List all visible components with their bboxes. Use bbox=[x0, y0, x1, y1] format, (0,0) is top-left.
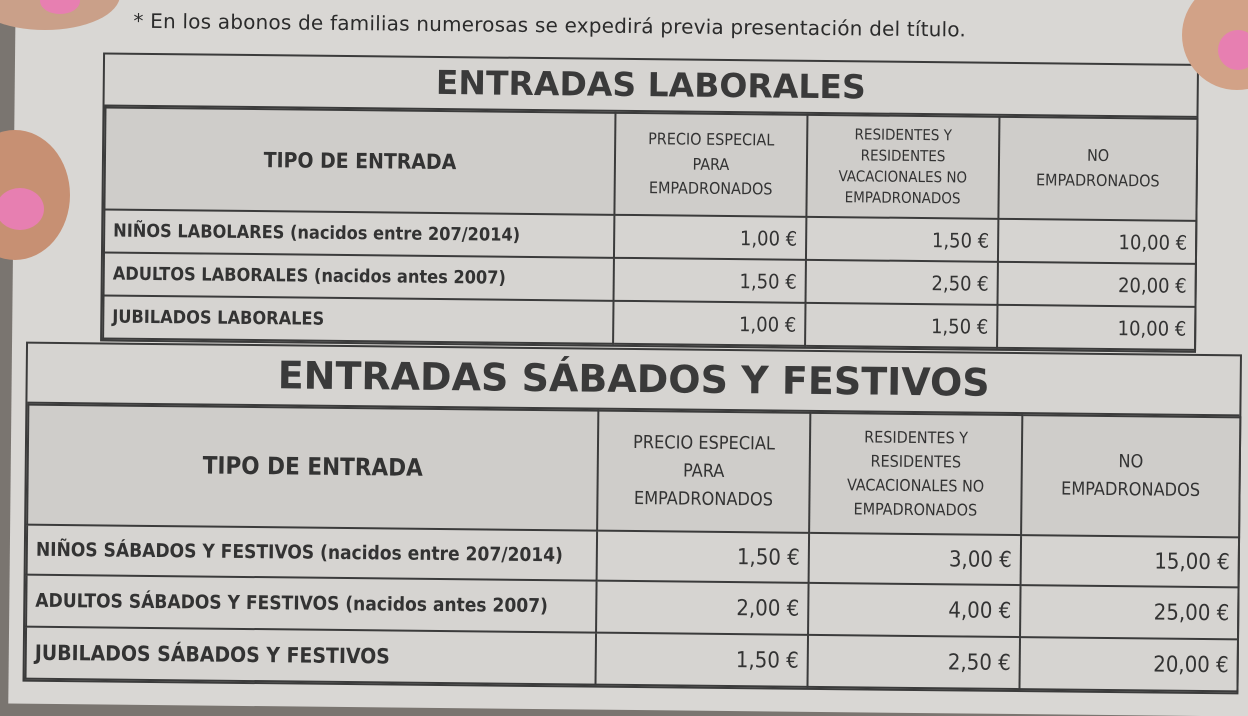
header-line: EMPADRONADOS bbox=[1035, 170, 1160, 191]
header-line: NO bbox=[1086, 145, 1110, 166]
header-line: NO bbox=[1118, 451, 1144, 473]
header-residentes bbox=[806, 115, 999, 219]
header-no-empadronados bbox=[1021, 415, 1240, 537]
fingernail bbox=[0, 188, 44, 230]
price-empadronados: 1,50 € bbox=[595, 633, 808, 687]
price-no-empadronados: 20,00 € bbox=[1019, 637, 1238, 691]
row-label: NIÑOS LABOLARES (nacidos entre 207/2014) bbox=[104, 209, 614, 257]
header-row bbox=[104, 107, 1197, 220]
price-residentes: 3,00 € bbox=[809, 533, 1022, 585]
header-residentes bbox=[809, 413, 1022, 535]
header-line: RESIDENTES Y bbox=[854, 125, 953, 145]
header-line: VACACIONALES NO bbox=[838, 167, 968, 187]
price-no-empadronados: 25,00 € bbox=[1020, 585, 1239, 639]
header-line: EMPADRONADOS bbox=[1060, 478, 1201, 501]
header-line: PARA bbox=[682, 460, 725, 483]
section-laborales bbox=[100, 52, 1199, 352]
header-line: PARA bbox=[692, 154, 730, 174]
price-empadronados: 2,00 € bbox=[596, 581, 809, 635]
price-empadronados: 1,00 € bbox=[613, 301, 805, 346]
footnote: * En los abonos de familias numerosas se expedirá previa presentación del título. bbox=[133, 8, 967, 42]
fingernail bbox=[1218, 30, 1248, 70]
header-line: PRECIO ESPECIAL bbox=[632, 432, 776, 455]
header-type: TIPO DE ENTRADA bbox=[104, 107, 615, 214]
printed-sheet bbox=[8, 0, 1248, 716]
row-label: JUBILADOS SÁBADOS Y FESTIVOS bbox=[26, 627, 597, 685]
price-no-empadronados: 10,00 € bbox=[997, 305, 1195, 350]
row-label: ADULTOS LABORALES (nacidos antes 2007) bbox=[104, 252, 614, 300]
row-label: NIÑOS SÁBADOS Y FESTIVOS (nacidos entre 207/2014) bbox=[27, 525, 597, 581]
header-row bbox=[27, 405, 1240, 538]
section-title: ENTRADAS SÁBADOS Y FESTIVOS bbox=[27, 344, 1240, 417]
price-empadronados: 1,50 € bbox=[597, 531, 810, 583]
header-line: RESIDENTES bbox=[860, 146, 946, 166]
header-line: RESIDENTES bbox=[870, 451, 962, 472]
header-no-empadronados bbox=[998, 117, 1197, 221]
section-title: ENTRADAS LABORALES bbox=[105, 54, 1197, 117]
row-label: ADULTOS SÁBADOS Y FESTIVOS (nacidos antes 2007) bbox=[26, 575, 597, 633]
fingernail bbox=[40, 0, 80, 14]
header-empadronados bbox=[597, 411, 810, 533]
header-line: EMPADRONADOS bbox=[844, 188, 961, 208]
header-line: EMPADRONADOS bbox=[633, 487, 774, 511]
price-residentes: 4,00 € bbox=[808, 583, 1021, 637]
header-line: EMPADRONADOS bbox=[648, 178, 773, 199]
header-empadronados bbox=[614, 113, 807, 217]
price-table bbox=[25, 404, 1242, 693]
price-table bbox=[102, 106, 1198, 350]
header-line: EMPADRONADOS bbox=[853, 499, 978, 520]
price-residentes: 1,50 € bbox=[805, 303, 997, 348]
price-no-empadronados: 10,00 € bbox=[998, 219, 1196, 264]
price-residentes: 2,50 € bbox=[807, 635, 1020, 689]
header-line: PRECIO ESPECIAL bbox=[648, 128, 775, 150]
header-type: TIPO DE ENTRADA bbox=[27, 405, 598, 531]
header-line: RESIDENTES Y bbox=[864, 427, 969, 448]
price-residentes: 2,50 € bbox=[806, 260, 998, 305]
header-line: VACACIONALES NO bbox=[846, 475, 985, 496]
row-label: JUBILADOS LABORALES bbox=[103, 295, 613, 343]
price-no-empadronados: 15,00 € bbox=[1021, 535, 1240, 587]
price-empadronados: 1,00 € bbox=[614, 215, 806, 260]
section-sabados-festivos bbox=[22, 342, 1241, 695]
price-empadronados: 1,50 € bbox=[614, 258, 806, 303]
price-residentes: 1,50 € bbox=[806, 217, 998, 262]
price-no-empadronados: 20,00 € bbox=[997, 262, 1195, 307]
